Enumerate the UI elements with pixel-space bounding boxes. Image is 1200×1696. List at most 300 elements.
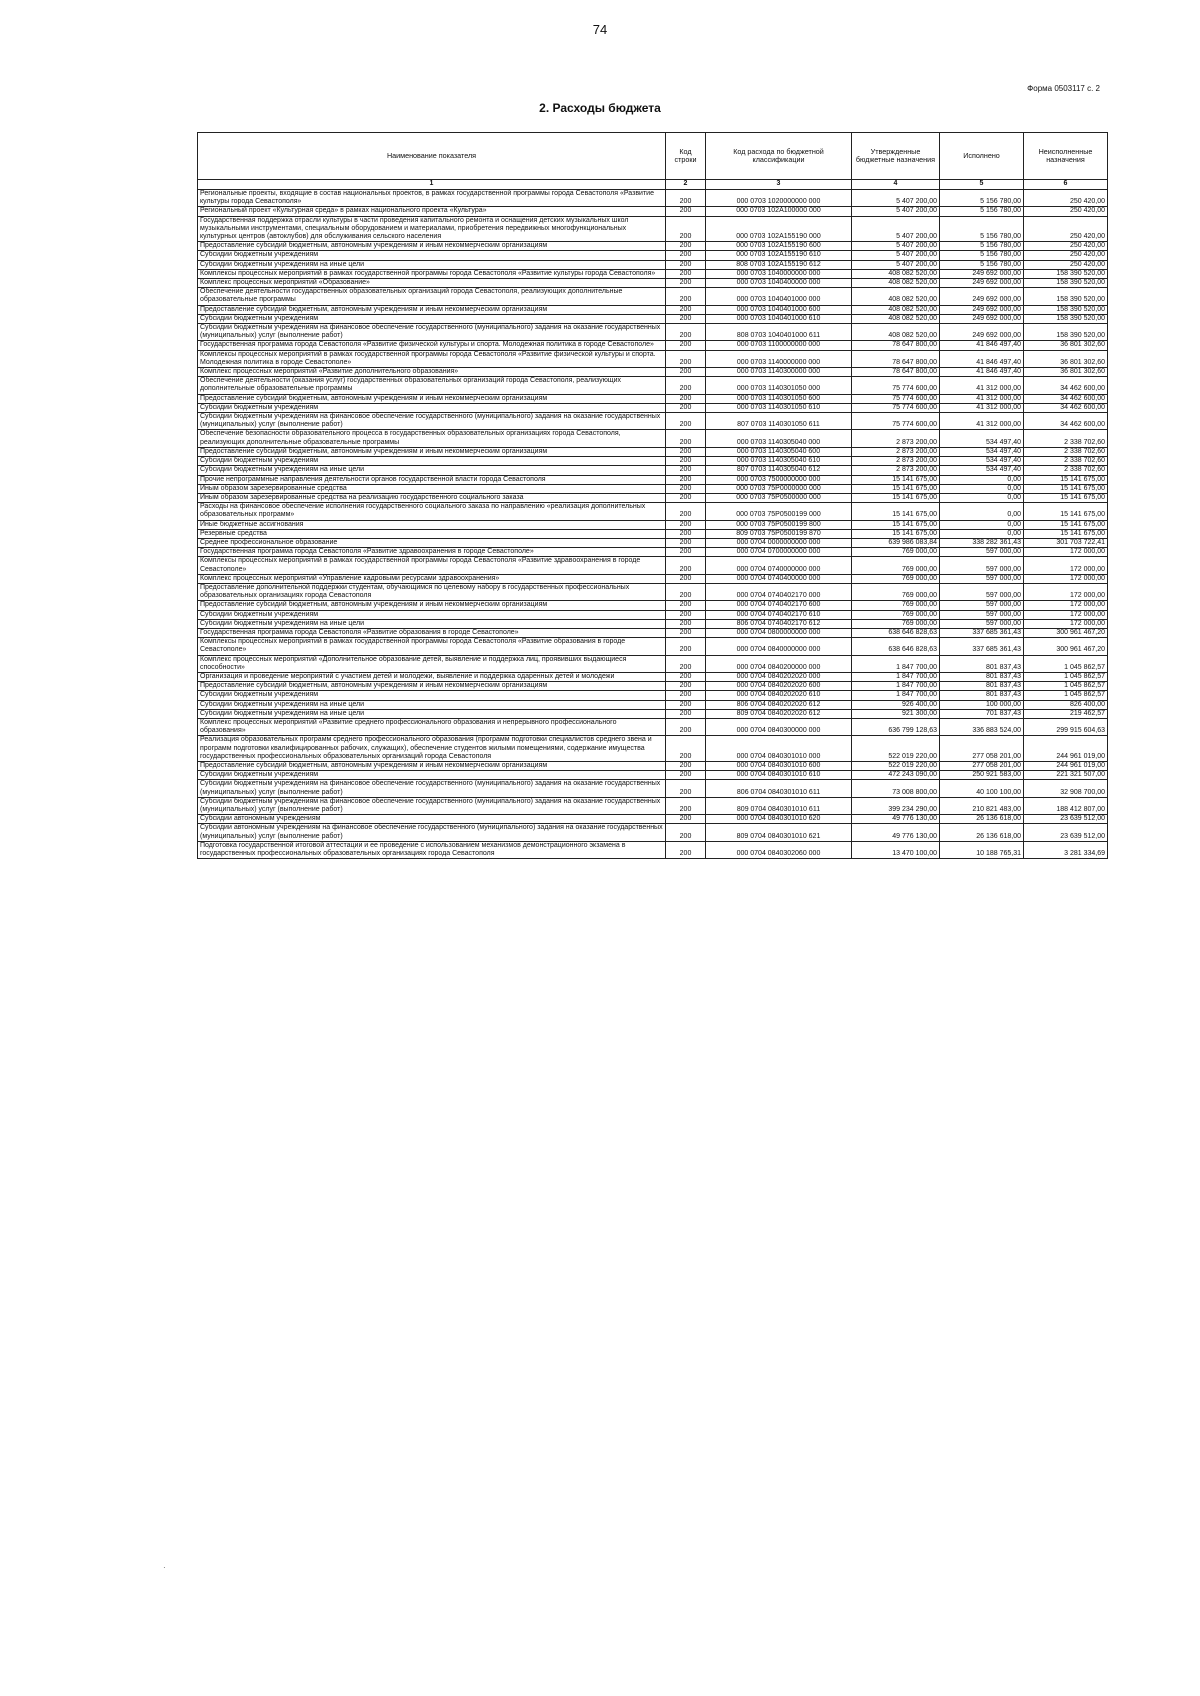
row-unexecuted: 3 281 334,69 <box>1024 841 1108 858</box>
column-number: 5 <box>940 180 1024 190</box>
table-row <box>198 279 1108 288</box>
table-row <box>198 672 1108 681</box>
table-row <box>198 797 1108 814</box>
row-name: Субсидии бюджетным учреждениям на иные цели <box>198 260 666 269</box>
row-name: Комплекс процессных мероприятий «Развитие среднего профессионального образования и непрерывного профессионального образования» <box>198 718 666 735</box>
row-approved: 769 000,00 <box>852 557 940 574</box>
row-line-code: 200 <box>666 251 706 260</box>
row-approved: 408 082 520,00 <box>852 324 940 341</box>
row-approved: 769 000,00 <box>852 601 940 610</box>
row-name: Обеспечение безопасности образовательного процесса в государственных образовательных организациях города Севастополя, реализующих дополнительные образовательные программы <box>198 430 666 447</box>
row-unexecuted: 158 390 520,00 <box>1024 314 1108 323</box>
row-name: Государственная поддержка отрасли культуры в части проведения капитального ремонта и оснащения детских музыкальных школ музыкальными инструментами, специальным оборудованием и материалами, приобретения передвижных многофункциональных культурных центров (автоклубов) для обслуживания сельского населения <box>198 216 666 242</box>
row-executed: 26 136 618,00 <box>940 824 1024 841</box>
table-row <box>198 718 1108 735</box>
row-name: Предоставление субсидий бюджетным, автономным учреждениям и иным некоммерческим организациям <box>198 242 666 251</box>
table-row <box>198 493 1108 502</box>
row-executed: 5 156 780,00 <box>940 251 1024 260</box>
row-approved: 5 407 200,00 <box>852 242 940 251</box>
row-name: Субсидии бюджетным учреждениям <box>198 691 666 700</box>
row-unexecuted: 1 045 862,57 <box>1024 682 1108 691</box>
row-expense-code: 000 0704 0740000000 000 <box>706 557 852 574</box>
table-row <box>198 377 1108 394</box>
row-approved: 769 000,00 <box>852 619 940 628</box>
row-approved: 78 647 800,00 <box>852 341 940 350</box>
row-line-code: 200 <box>666 447 706 456</box>
row-line-code: 200 <box>666 324 706 341</box>
table-row <box>198 314 1108 323</box>
row-unexecuted: 219 462,57 <box>1024 709 1108 718</box>
row-line-code: 200 <box>666 403 706 412</box>
row-expense-code: 000 0703 1140305040 600 <box>706 447 852 456</box>
row-unexecuted: 172 000,00 <box>1024 583 1108 600</box>
row-line-code: 200 <box>666 797 706 814</box>
row-executed: 0,00 <box>940 529 1024 538</box>
row-unexecuted: 2 338 702,60 <box>1024 430 1108 447</box>
row-name: Субсидии бюджетным учреждениям <box>198 403 666 412</box>
row-name: Реализация образовательных программ среднего профессионального образования (программ подготовки специалистов среднего звена и программ подготовки квалифицированных рабочих, служащих), обеспечение студентов жилыми помещениями, содержание имущества государственных профессиональных образовательных организаций города Севастополя <box>198 736 666 762</box>
row-line-code: 200 <box>666 341 706 350</box>
row-unexecuted: 172 000,00 <box>1024 610 1108 619</box>
row-approved: 408 082 520,00 <box>852 288 940 305</box>
row-name: Субсидии бюджетным учреждениям на финансовое обеспечение государственного (муниципального) задания на оказание государственных (муниципальных) услуг (выполнение работ) <box>198 797 666 814</box>
row-approved: 5 407 200,00 <box>852 251 940 260</box>
row-expense-code: 000 0703 1040401000 600 <box>706 305 852 314</box>
table-row <box>198 466 1108 475</box>
row-approved: 638 646 828,63 <box>852 628 940 637</box>
table-row <box>198 655 1108 672</box>
table-row <box>198 583 1108 600</box>
row-name: Обеспечение деятельности государственных образовательных организаций города Севастополя, реализующих дополнительные образовательные программы <box>198 288 666 305</box>
row-executed: 0,00 <box>940 475 1024 484</box>
row-approved: 769 000,00 <box>852 574 940 583</box>
row-unexecuted: 34 462 600,00 <box>1024 413 1108 430</box>
row-executed: 534 497,40 <box>940 447 1024 456</box>
table-row <box>198 815 1108 824</box>
row-expense-code: 000 0703 1140305040 610 <box>706 457 852 466</box>
row-line-code: 200 <box>666 638 706 655</box>
row-executed: 249 692 000,00 <box>940 324 1024 341</box>
row-name: Комплекс процессных мероприятий «Образование» <box>198 279 666 288</box>
table-row <box>198 305 1108 314</box>
table-row <box>198 780 1108 797</box>
row-name: Государственная программа города Севастополя «Развитие физической культуры и спорта. Молодежная политика в городе Севастополе» <box>198 341 666 350</box>
row-expense-code: 000 0703 1040400000 000 <box>706 279 852 288</box>
row-line-code: 200 <box>666 279 706 288</box>
table-row <box>198 457 1108 466</box>
row-expense-code: 000 0704 0840301010 600 <box>706 762 852 771</box>
header-expense-code: Код расхода по бюджетной классификации <box>706 133 852 180</box>
row-name: Подготовка государственной итоговой аттестации и ее проведение с использованием механизмов демонстрационного экзамена в государственных профессиональных образовательных организациях города Севастополя <box>198 841 666 858</box>
row-name: Расходы на финансовое обеспечение исполнения государственного социального заказа по направлению «реализация дополнительных образовательных программ» <box>198 503 666 520</box>
row-approved: 15 141 675,00 <box>852 484 940 493</box>
row-name: Среднее профессиональное образование <box>198 538 666 547</box>
row-expense-code: 808 0703 1040401000 611 <box>706 324 852 341</box>
row-line-code: 200 <box>666 242 706 251</box>
row-executed: 250 921 583,00 <box>940 771 1024 780</box>
row-expense-code: 000 0703 1020000000 000 <box>706 190 852 207</box>
row-approved: 78 647 800,00 <box>852 368 940 377</box>
row-expense-code: 000 0703 1140301050 600 <box>706 394 852 403</box>
table-row <box>198 841 1108 858</box>
row-unexecuted: 15 141 675,00 <box>1024 484 1108 493</box>
table-row <box>198 242 1108 251</box>
row-name: Региональный проект «Культурная среда» в рамках национального проекта «Культура» <box>198 207 666 216</box>
column-number: 6 <box>1024 180 1108 190</box>
row-unexecuted: 188 412 807,00 <box>1024 797 1108 814</box>
row-line-code: 200 <box>666 548 706 557</box>
row-approved: 75 774 600,00 <box>852 413 940 430</box>
row-unexecuted: 158 390 520,00 <box>1024 324 1108 341</box>
row-unexecuted: 250 420,00 <box>1024 207 1108 216</box>
row-approved: 15 141 675,00 <box>852 520 940 529</box>
row-line-code: 200 <box>666 771 706 780</box>
row-name: Субсидии бюджетным учреждениям на иные цели <box>198 466 666 475</box>
table-row <box>198 601 1108 610</box>
table-row <box>198 190 1108 207</box>
table-row <box>198 548 1108 557</box>
table-row <box>198 324 1108 341</box>
budget-expenses-table <box>197 132 1108 859</box>
row-executed: 210 821 483,00 <box>940 797 1024 814</box>
row-line-code: 200 <box>666 377 706 394</box>
row-line-code: 200 <box>666 190 706 207</box>
row-approved: 5 407 200,00 <box>852 260 940 269</box>
row-line-code: 200 <box>666 762 706 771</box>
column-numbers-row <box>198 180 1108 190</box>
row-line-code: 200 <box>666 655 706 672</box>
row-line-code: 200 <box>666 314 706 323</box>
row-expense-code: 000 0704 0740402170 610 <box>706 610 852 619</box>
row-executed: 41 846 497,40 <box>940 341 1024 350</box>
table-row <box>198 682 1108 691</box>
row-name: Комплекс процессных мероприятий «Дополнительное образование детей, выявление и поддержка лиц, проявивших выдающиеся способности» <box>198 655 666 672</box>
row-executed: 277 058 201,00 <box>940 762 1024 771</box>
table-row <box>198 538 1108 547</box>
header-row <box>198 133 1108 180</box>
row-approved: 472 243 090,00 <box>852 771 940 780</box>
row-expense-code: 000 0704 0740402170 600 <box>706 601 852 610</box>
row-approved: 2 873 200,00 <box>852 466 940 475</box>
form-code: Форма 0503117 с. 2 <box>1027 84 1100 93</box>
row-executed: 597 000,00 <box>940 610 1024 619</box>
row-expense-code: 000 0704 0840200000 000 <box>706 655 852 672</box>
table-row <box>198 574 1108 583</box>
table-row <box>198 824 1108 841</box>
row-executed: 41 312 000,00 <box>940 394 1024 403</box>
row-name: Субсидии автономным учреждениям <box>198 815 666 824</box>
row-line-code: 200 <box>666 207 706 216</box>
row-expense-code: 806 0704 0740402170 612 <box>706 619 852 628</box>
row-expense-code: 000 0704 0840301010 610 <box>706 771 852 780</box>
row-expense-code: 000 0703 102A155190 000 <box>706 216 852 242</box>
row-expense-code: 000 0703 1140301050 000 <box>706 377 852 394</box>
row-line-code: 200 <box>666 350 706 367</box>
row-executed: 597 000,00 <box>940 548 1024 557</box>
row-unexecuted: 250 420,00 <box>1024 190 1108 207</box>
row-approved: 2 873 200,00 <box>852 430 940 447</box>
row-name: Предоставление субсидий бюджетным, автономным учреждениям и иным некоммерческим организациям <box>198 394 666 403</box>
row-line-code: 200 <box>666 413 706 430</box>
row-line-code: 200 <box>666 709 706 718</box>
table-row <box>198 700 1108 709</box>
row-expense-code: 000 0704 0740400000 000 <box>706 574 852 583</box>
row-approved: 15 141 675,00 <box>852 503 940 520</box>
row-unexecuted: 15 141 675,00 <box>1024 529 1108 538</box>
row-name: Субсидии бюджетным учреждениям <box>198 610 666 619</box>
row-approved: 408 082 520,00 <box>852 269 940 278</box>
row-name: Предоставление субсидий бюджетным, автономным учреждениям и иным некоммерческим организациям <box>198 682 666 691</box>
row-line-code: 200 <box>666 269 706 278</box>
row-approved: 5 407 200,00 <box>852 216 940 242</box>
row-line-code: 200 <box>666 475 706 484</box>
row-unexecuted: 172 000,00 <box>1024 557 1108 574</box>
row-approved: 769 000,00 <box>852 583 940 600</box>
row-approved: 399 234 290,00 <box>852 797 940 814</box>
table-row <box>198 529 1108 538</box>
table-row <box>198 350 1108 367</box>
table-row <box>198 403 1108 412</box>
row-unexecuted: 250 420,00 <box>1024 242 1108 251</box>
row-line-code: 200 <box>666 529 706 538</box>
row-expense-code: 808 0703 102A155190 612 <box>706 260 852 269</box>
row-name: Предоставление субсидий бюджетным, автономным учреждениям и иным некоммерческим организациям <box>198 762 666 771</box>
row-executed: 5 156 780,00 <box>940 242 1024 251</box>
row-expense-code: 000 0704 0840301010 620 <box>706 815 852 824</box>
row-name: Субсидии бюджетным учреждениям на финансовое обеспечение государственного (муниципального) задания на оказание государственных (муниципальных) услуг (выполнение работ) <box>198 413 666 430</box>
row-name: Предоставление субсидий бюджетным, автономным учреждениям и иным некоммерческим организациям <box>198 305 666 314</box>
row-executed: 534 497,40 <box>940 430 1024 447</box>
row-approved: 13 470 100,00 <box>852 841 940 858</box>
row-name: Субсидии бюджетным учреждениям <box>198 457 666 466</box>
table-row <box>198 736 1108 762</box>
row-line-code: 200 <box>666 815 706 824</box>
row-executed: 534 497,40 <box>940 457 1024 466</box>
row-unexecuted: 300 961 467,20 <box>1024 638 1108 655</box>
row-name: Региональные проекты, входящие в состав национальных проектов, в рамках государственной программы города Севастополя «Развитие культуры города Севастополя» <box>198 190 666 207</box>
row-unexecuted: 34 462 600,00 <box>1024 377 1108 394</box>
table-row <box>198 771 1108 780</box>
row-executed: 701 837,43 <box>940 709 1024 718</box>
row-unexecuted: 172 000,00 <box>1024 619 1108 628</box>
row-unexecuted: 158 390 520,00 <box>1024 288 1108 305</box>
row-executed: 5 156 780,00 <box>940 207 1024 216</box>
row-approved: 5 407 200,00 <box>852 207 940 216</box>
row-executed: 0,00 <box>940 503 1024 520</box>
row-executed: 10 188 765,31 <box>940 841 1024 858</box>
table-row <box>198 557 1108 574</box>
header-line-code: Код строки <box>666 133 706 180</box>
row-unexecuted: 34 462 600,00 <box>1024 394 1108 403</box>
row-executed: 249 692 000,00 <box>940 305 1024 314</box>
row-approved: 15 141 675,00 <box>852 493 940 502</box>
row-name: Комплекс процессных мероприятий «Развитие дополнительного образования» <box>198 368 666 377</box>
row-name: Предоставление субсидий бюджетным, автономным учреждениям и иным некоммерческим организациям <box>198 447 666 456</box>
row-executed: 0,00 <box>940 484 1024 493</box>
row-name: Обеспечение деятельности (оказания услуг) государственных образовательных организаций города Севастополя, реализующих дополнительные образовательные программы <box>198 377 666 394</box>
row-executed: 249 692 000,00 <box>940 314 1024 323</box>
row-executed: 801 837,43 <box>940 691 1024 700</box>
row-line-code: 200 <box>666 520 706 529</box>
row-expense-code: 000 0704 0740402170 000 <box>706 583 852 600</box>
row-expense-code: 000 0704 0800000000 000 <box>706 628 852 637</box>
row-line-code: 200 <box>666 619 706 628</box>
row-approved: 408 082 520,00 <box>852 314 940 323</box>
row-line-code: 200 <box>666 484 706 493</box>
row-name: Предоставление субсидий бюджетным, автономным учреждениям и иным некоммерческим организациям <box>198 601 666 610</box>
row-unexecuted: 2 338 702,60 <box>1024 447 1108 456</box>
table-row <box>198 628 1108 637</box>
row-line-code: 200 <box>666 503 706 520</box>
row-unexecuted: 250 420,00 <box>1024 260 1108 269</box>
row-expense-code: 000 0703 102A100000 000 <box>706 207 852 216</box>
row-approved: 522 019 220,00 <box>852 736 940 762</box>
row-expense-code: 809 0704 0840301010 611 <box>706 797 852 814</box>
row-expense-code: 807 0703 1140301050 611 <box>706 413 852 430</box>
row-unexecuted: 826 400,00 <box>1024 700 1108 709</box>
row-approved: 408 082 520,00 <box>852 279 940 288</box>
row-unexecuted: 299 915 604,63 <box>1024 718 1108 735</box>
row-unexecuted: 1 045 862,57 <box>1024 691 1108 700</box>
row-unexecuted: 15 141 675,00 <box>1024 475 1108 484</box>
row-name: Прочие непрограммные направления деятельности органов государственной власти города Севастополя <box>198 475 666 484</box>
row-name: Предоставление дополнительной поддержки студентам, обучающимся по целевому набору в государственных профессиональных образовательных организациях города Севастополя <box>198 583 666 600</box>
row-executed: 597 000,00 <box>940 574 1024 583</box>
row-line-code: 200 <box>666 780 706 797</box>
table-row <box>198 638 1108 655</box>
table-row <box>198 207 1108 216</box>
header-name: Наименование показателя <box>198 133 666 180</box>
row-name: Субсидии автономным учреждениям на финансовое обеспечение государственного (муниципального) задания на оказание государственных (муниципальных) услуг (выполнение работ) <box>198 824 666 841</box>
row-unexecuted: 158 390 520,00 <box>1024 279 1108 288</box>
row-executed: 597 000,00 <box>940 619 1024 628</box>
row-name: Комплексы процессных мероприятий в рамках государственной программы города Севастополя «Развитие физической культуры и спорта. Молодежная политика в городе Севастополе» <box>198 350 666 367</box>
table-row <box>198 260 1108 269</box>
row-unexecuted: 36 801 302,60 <box>1024 350 1108 367</box>
row-unexecuted: 250 420,00 <box>1024 251 1108 260</box>
column-number: 4 <box>852 180 940 190</box>
row-unexecuted: 2 338 702,60 <box>1024 457 1108 466</box>
row-unexecuted: 15 141 675,00 <box>1024 493 1108 502</box>
row-unexecuted: 15 141 675,00 <box>1024 503 1108 520</box>
row-expense-code: 000 0704 0840202020 610 <box>706 691 852 700</box>
row-expense-code: 000 0703 75P0500199 000 <box>706 503 852 520</box>
row-executed: 41 312 000,00 <box>940 403 1024 412</box>
table-row <box>198 216 1108 242</box>
table-row <box>198 610 1108 619</box>
row-expense-code: 000 0703 1140000000 000 <box>706 350 852 367</box>
row-approved: 926 400,00 <box>852 700 940 709</box>
row-executed: 801 837,43 <box>940 672 1024 681</box>
row-line-code: 200 <box>666 672 706 681</box>
row-executed: 337 685 361,43 <box>940 638 1024 655</box>
row-unexecuted: 300 961 467,20 <box>1024 628 1108 637</box>
header-executed: Исполнено <box>940 133 1024 180</box>
table-row <box>198 503 1108 520</box>
row-approved: 5 407 200,00 <box>852 190 940 207</box>
table-row <box>198 394 1108 403</box>
table-row <box>198 762 1108 771</box>
row-expense-code: 000 0703 1040401000 000 <box>706 288 852 305</box>
row-executed: 597 000,00 <box>940 583 1024 600</box>
table-row <box>198 619 1108 628</box>
row-expense-code: 000 0704 0840300000 000 <box>706 718 852 735</box>
row-expense-code: 809 0703 75P0500199 870 <box>706 529 852 538</box>
row-unexecuted: 23 639 512,00 <box>1024 824 1108 841</box>
row-expense-code: 000 0704 0840302060 000 <box>706 841 852 858</box>
row-line-code: 200 <box>666 466 706 475</box>
row-expense-code: 000 0703 1100000000 000 <box>706 341 852 350</box>
row-name: Иные бюджетные ассигнования <box>198 520 666 529</box>
row-approved: 769 000,00 <box>852 548 940 557</box>
row-executed: 5 156 780,00 <box>940 260 1024 269</box>
column-number: 2 <box>666 180 706 190</box>
row-line-code: 200 <box>666 260 706 269</box>
page-number: 74 <box>592 22 608 37</box>
row-expense-code: 000 0703 1140301050 610 <box>706 403 852 412</box>
row-name: Иным образом зарезервированные средства <box>198 484 666 493</box>
row-unexecuted: 32 908 700,00 <box>1024 780 1108 797</box>
row-approved: 1 847 700,00 <box>852 691 940 700</box>
row-line-code: 200 <box>666 691 706 700</box>
row-expense-code: 000 0704 0000000000 000 <box>706 538 852 547</box>
row-name: Субсидии бюджетным учреждениям <box>198 251 666 260</box>
row-approved: 1 847 700,00 <box>852 672 940 681</box>
row-line-code: 200 <box>666 583 706 600</box>
row-unexecuted: 172 000,00 <box>1024 548 1108 557</box>
table-row <box>198 691 1108 700</box>
row-line-code: 200 <box>666 305 706 314</box>
row-approved: 75 774 600,00 <box>852 394 940 403</box>
row-line-code: 200 <box>666 700 706 709</box>
row-executed: 597 000,00 <box>940 557 1024 574</box>
row-executed: 337 685 361,43 <box>940 628 1024 637</box>
row-name: Государственная программа города Севастополя «Развитие здравоохранения в городе Севастополе» <box>198 548 666 557</box>
row-line-code: 200 <box>666 736 706 762</box>
table-row <box>198 269 1108 278</box>
row-name: Субсидии бюджетным учреждениям на иные цели <box>198 709 666 718</box>
row-executed: 5 156 780,00 <box>940 190 1024 207</box>
row-unexecuted: 2 338 702,60 <box>1024 466 1108 475</box>
row-line-code: 200 <box>666 430 706 447</box>
table-row <box>198 709 1108 718</box>
table-row <box>198 447 1108 456</box>
header-unexecuted: Неисполненные назначения <box>1024 133 1108 180</box>
row-approved: 769 000,00 <box>852 610 940 619</box>
row-line-code: 200 <box>666 610 706 619</box>
row-unexecuted: 172 000,00 <box>1024 574 1108 583</box>
row-executed: 277 058 201,00 <box>940 736 1024 762</box>
row-executed: 0,00 <box>940 520 1024 529</box>
row-executed: 801 837,43 <box>940 655 1024 672</box>
row-unexecuted: 250 420,00 <box>1024 216 1108 242</box>
table-body <box>198 190 1108 859</box>
row-approved: 15 141 675,00 <box>852 529 940 538</box>
row-executed: 41 312 000,00 <box>940 377 1024 394</box>
row-expense-code: 000 0703 75P0500000 000 <box>706 493 852 502</box>
row-unexecuted: 1 045 862,57 <box>1024 655 1108 672</box>
row-line-code: 200 <box>666 394 706 403</box>
row-executed: 41 846 497,40 <box>940 350 1024 367</box>
row-name: Субсидии бюджетным учреждениям на иные цели <box>198 700 666 709</box>
row-line-code: 200 <box>666 457 706 466</box>
row-approved: 49 776 130,00 <box>852 824 940 841</box>
row-executed: 41 312 000,00 <box>940 413 1024 430</box>
row-unexecuted: 172 000,00 <box>1024 601 1108 610</box>
row-approved: 639 986 083,84 <box>852 538 940 547</box>
row-unexecuted: 1 045 862,57 <box>1024 672 1108 681</box>
row-line-code: 200 <box>666 628 706 637</box>
